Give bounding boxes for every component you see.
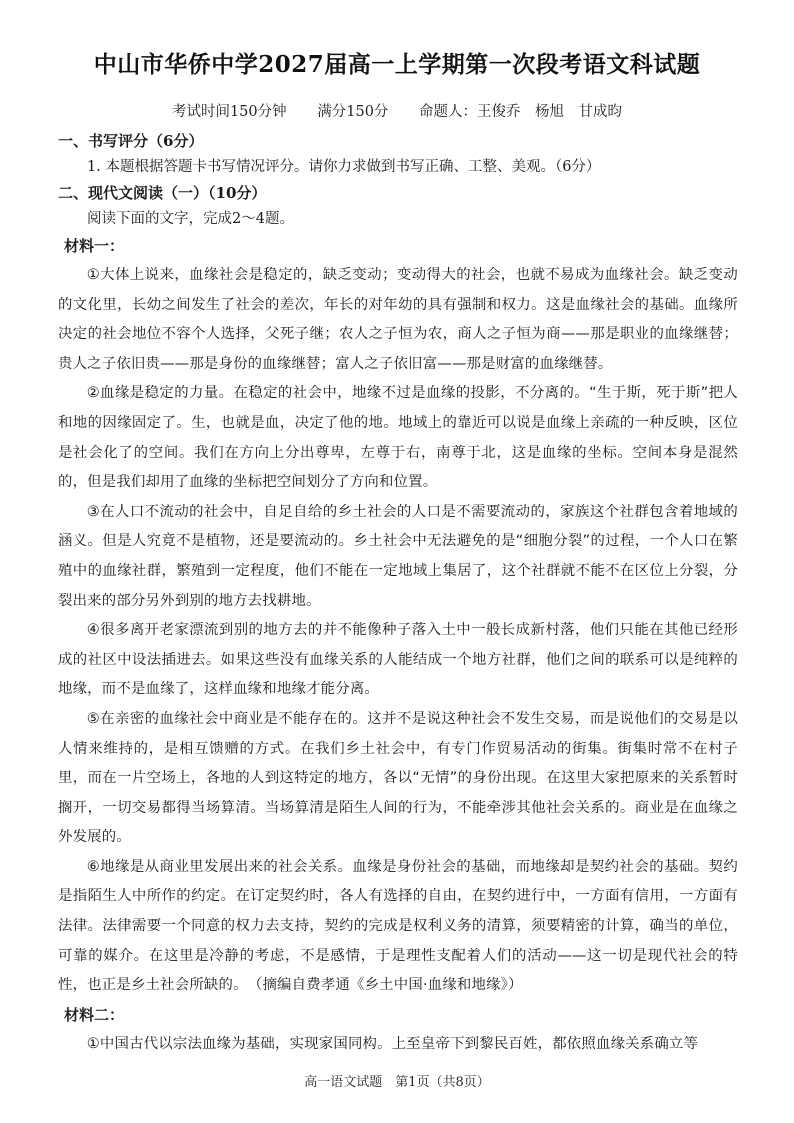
exam-meta	[0, 100, 794, 121]
material-1-paragraph-5: ⑤在亲密的血缘社会中商业是不能存在的。这并不是说这种社会不发生交易，而是说他们的交易是以人情来维持的，是相互馈赠的方式。在我们乡土社会中，有专门作贸易活动的街集。街集时常不在村子里，而在一片空场上，各地的人到这特定的地方，各以“无情”的身份出现。在这里大家把原来的关系暂时搁开，一切交易都得当场算清。当场算清是陌生人间的行为，不能牵涉其他社会关系的。商业是在血缘之外发展的。	[58, 710, 738, 846]
material-2-paragraph-1: ①中国古代以宗法血缘为基础，实现家国同构。上至皇帝下到黎民百姓，都依照血缘关系确立等	[86, 1035, 699, 1052]
material-2-label: 材料二：	[64, 1005, 125, 1024]
full-score: 满分150分	[317, 104, 389, 120]
exam-title: 中山市华侨中学2027届高一上学期第一次段考语文科试题	[93, 51, 701, 78]
material-1-label: 材料一：	[64, 237, 125, 255]
material-1-paragraph-1: ①大体上说来，血缘社会是稳定的，缺乏变动；变动得大的社会，也就不易成为血缘社会。缺乏变动的文化里，长幼之间发生了社会的差次，年长的对年幼的具有强制和权力。这是血缘社会的基础。血缘所决定的社会地位不容个人选择，父死子继；农人之子恒为农，商人之子恒为商——那是职业的血缘继替；贵人之子依旧贵——那是身份的血缘继替；富人之子依旧富——那是财富的血缘继替。	[58, 267, 738, 372]
setters: 命题人：王俊乔 杨旭 甘成昀	[419, 104, 623, 120]
page-footer: 高一语文试题 第1页（共8页）	[304, 1075, 490, 1090]
reading-instruction: 阅读下面的文字，完成2～4题。	[87, 211, 294, 227]
material-1-paragraph-4: ④很多离开老家漂流到别的地方去的并不能像种子落入土中一般长成新村落，他们只能在其他已经形成的社区中设法插进去。如果这些没有血缘关系的人能结成一个地方社群，他们之间的联系可以是纯粹的地缘，而不是血缘了，这样血缘和地缘才能分离。	[58, 622, 738, 698]
exam-content	[58, 128, 738, 1059]
material-1-paragraph-6: ⑥地缘是从商业里发展出来的社会关系。血缘是身份社会的基础，而地缘却是契约社会的基础。契约是指陌生人中所作的约定。在订定契约时，各人有选择的自由，在契约进行中，一方面有信用，一方面有法律。法律需要一个同意的权力去支持，契约的完成是权利义务的清算，须要精密的计算，确当的单位，可靠的媒介。在这里是冷静的考虑，不是感情，于是理性支配着人们的活动——这一切是现代社会的特性，也正是乡土社会所缺的。 （摘编自费孝通《乡土中国·血缘和地缘》）	[58, 858, 738, 994]
section-1-item: 1. 本题根据答题卡书写情况评分。请你力求做到书写正确、工整、美观。（6分）	[87, 159, 601, 175]
material-1-paragraph-3: ③在人口不流动的社会中，自足自给的乡土社会的人口是不需要流动的，家族这个社群包含着地域的涵义。但是人究竟不是植物，还是要流动的。乡土社会中无法避免的是“细胞分裂”的过程，一个人口在繁殖中的血缘社群，繁殖到一定程度，他们不能在一定地域上集居了，这个社群就不能不在区位上分裂，分裂出来的部分另外到别的地方去找耕地。	[58, 503, 738, 609]
section-1-heading: 一、书写评分（6分）	[58, 132, 204, 150]
section-2-heading: 二、现代文阅读（一）（10分）	[58, 184, 267, 202]
material-1-paragraph-2: ②血缘是稳定的力量。在稳定的社会中，地缘不过是血缘的投影，不分离的。“生于斯，死于斯”把人和地的因缘固定了。生，也就是血，决定了他的地。地域上的靠近可以说是血缘上亲疏的一种反映，区位是社会化了的空间。我们在方向上分出尊卑，左尊于右，南尊于北，这是血缘的坐标。空间本身是混然的，但是我们却用了血缘的坐标把空间划分了方向和位置。	[58, 385, 738, 491]
exam-time: 考试时间150分钟	[171, 104, 287, 120]
